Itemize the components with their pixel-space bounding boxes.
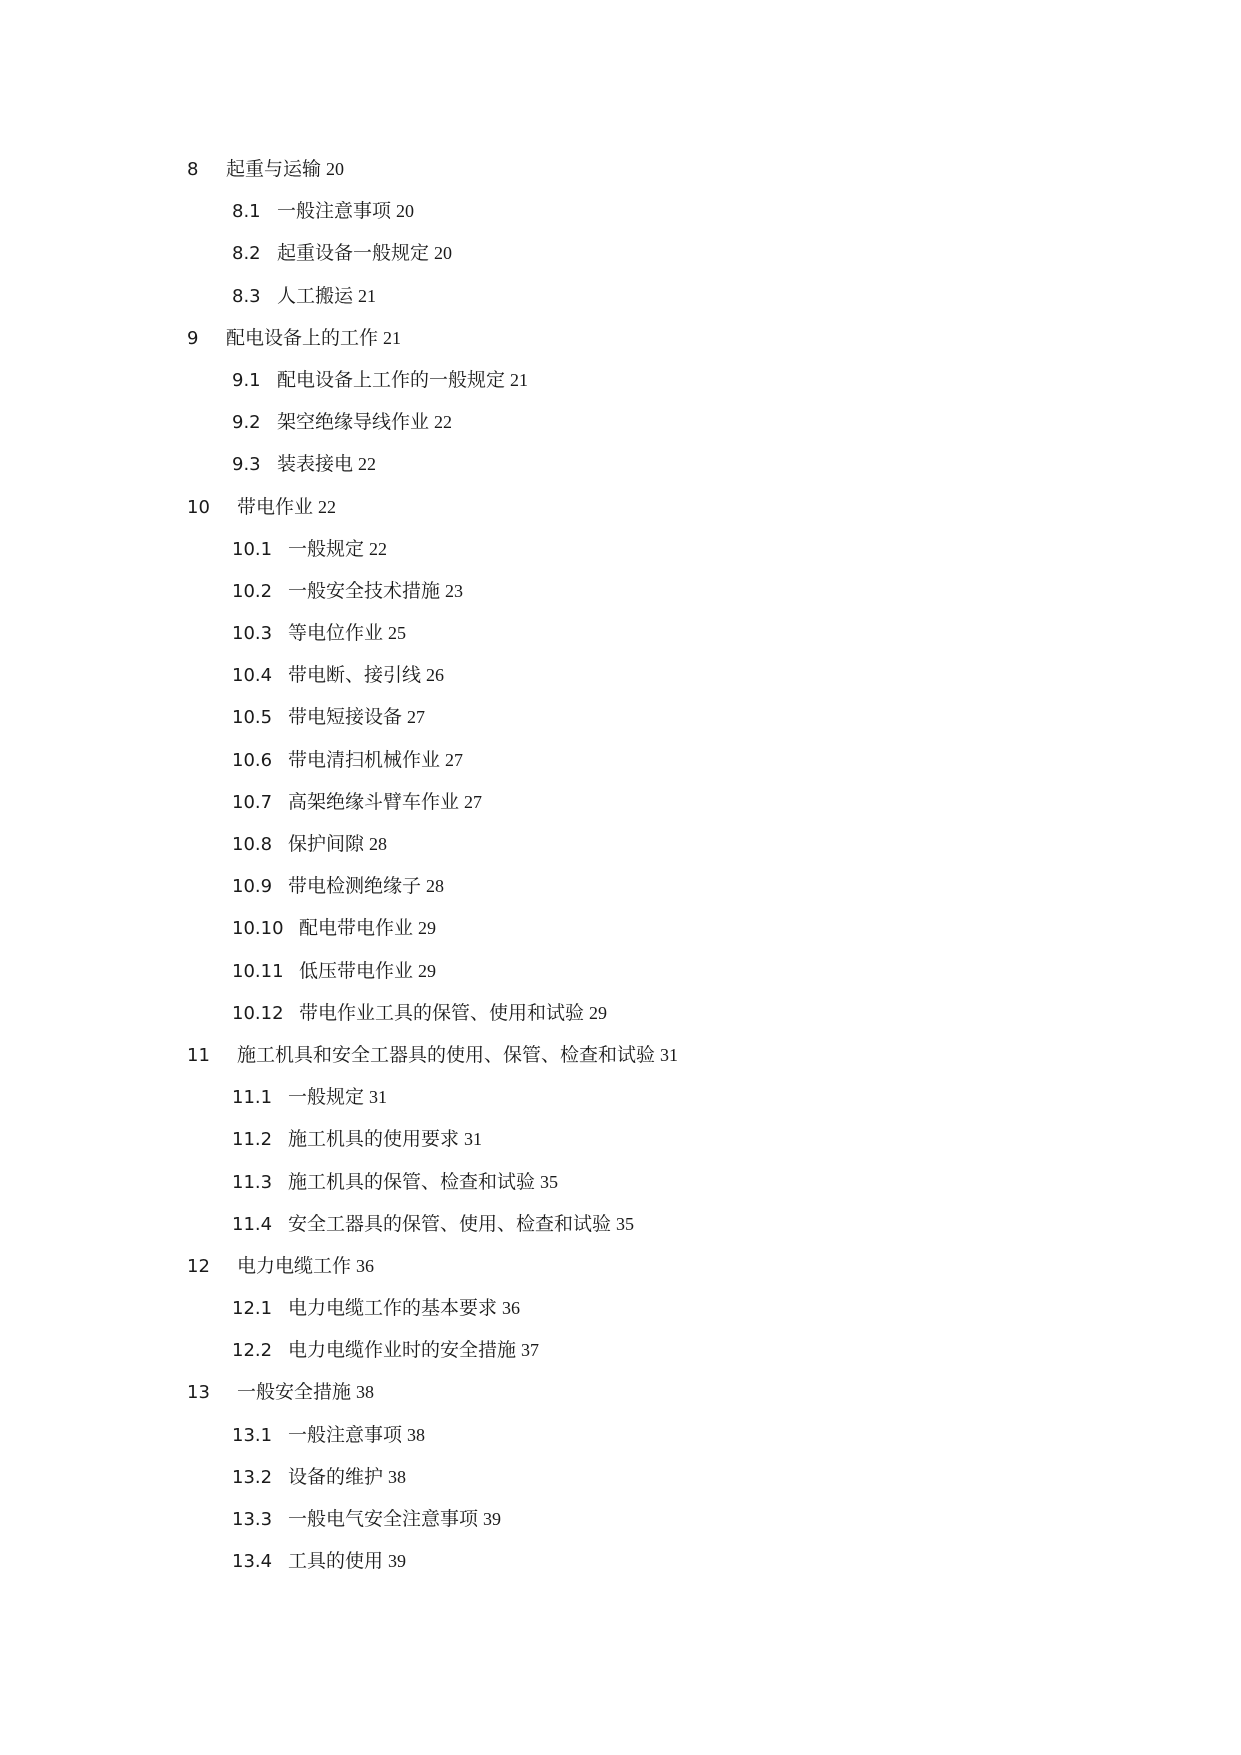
toc-number: 10.1 xyxy=(232,538,273,560)
toc-subentry[interactable] xyxy=(187,570,1087,612)
toc-title: 施工机具的使用要求 xyxy=(288,1128,460,1151)
toc-number: 13.1 xyxy=(232,1424,273,1446)
toc-title: 配电设备上工作的一般规定 xyxy=(277,368,506,391)
toc-page-number: 21 xyxy=(510,369,529,390)
toc-number: 10.9 xyxy=(232,876,273,898)
toc-subentry[interactable] xyxy=(187,401,1087,443)
toc-page-number: 38 xyxy=(356,1382,375,1403)
toc-number: 8.1 xyxy=(232,201,261,223)
toc-subentry[interactable] xyxy=(187,654,1087,696)
toc-page-number: 27 xyxy=(407,707,426,728)
toc-title: 一般注意事项 xyxy=(288,1423,403,1446)
toc-subentry[interactable] xyxy=(187,1203,1087,1245)
toc-page-number: 21 xyxy=(358,285,377,306)
toc-page-number: 27 xyxy=(445,749,464,770)
toc-entry[interactable] xyxy=(187,148,1087,190)
toc-subentry[interactable] xyxy=(187,992,1087,1034)
toc-page-number: 20 xyxy=(396,201,415,222)
toc-subentry[interactable] xyxy=(187,1456,1087,1498)
toc-title: 带电检测绝缘子 xyxy=(288,875,422,898)
toc-subentry[interactable] xyxy=(187,232,1087,274)
toc-title: 高架绝缘斗臂车作业 xyxy=(288,790,460,813)
toc-title: 一般安全技术措施 xyxy=(288,579,441,602)
toc-number: 11.2 xyxy=(232,1129,273,1151)
toc-number: 13.3 xyxy=(232,1509,273,1530)
toc-subentry[interactable] xyxy=(187,443,1087,485)
toc-title: 电力电缆作业时的安全措施 xyxy=(288,1339,517,1362)
toc-page-number: 35 xyxy=(616,1213,635,1234)
toc-subentry[interactable] xyxy=(187,781,1087,823)
toc-subentry[interactable] xyxy=(187,359,1087,401)
toc-title: 架空绝缘导线作业 xyxy=(277,411,430,434)
toc-number: 10.2 xyxy=(232,580,273,602)
toc-page-number: 20 xyxy=(434,243,453,264)
toc-subentry[interactable] xyxy=(187,528,1087,570)
toc-title: 带电作业工具的保管、使用和试验 xyxy=(299,1001,585,1024)
toc-subentry[interactable] xyxy=(187,275,1087,317)
toc-title: 工具的使用 xyxy=(288,1550,384,1573)
toc-title: 电力电缆工作 xyxy=(237,1254,352,1277)
toc-title: 带电断、接引线 xyxy=(288,664,422,687)
toc-title: 起重与运输 xyxy=(226,158,322,180)
toc-number: 12.2 xyxy=(232,1340,273,1362)
toc-number: 12 xyxy=(187,1255,210,1277)
toc-subentry[interactable] xyxy=(187,907,1087,949)
toc-title: 施工机具的保管、检查和试验 xyxy=(288,1170,536,1193)
toc-subentry[interactable] xyxy=(187,1414,1087,1456)
toc-number: 10.7 xyxy=(232,791,273,813)
toc-entry[interactable] xyxy=(187,1034,1087,1076)
toc-subentry[interactable] xyxy=(187,950,1087,992)
toc-title: 带电作业 xyxy=(237,495,314,518)
toc-number: 8.2 xyxy=(232,243,261,265)
toc-page-number: 20 xyxy=(326,159,345,179)
toc-number: 9.3 xyxy=(232,454,261,476)
toc-page-number: 29 xyxy=(418,960,437,981)
toc-title: 一般规定 xyxy=(288,537,365,560)
toc-title: 保护间隙 xyxy=(288,833,365,855)
toc-page-number: 23 xyxy=(445,580,464,601)
toc-number: 11.3 xyxy=(232,1171,273,1193)
toc-title: 带电短接设备 xyxy=(288,706,403,729)
toc-title: 装表接电 xyxy=(277,453,354,476)
toc-page-number: 29 xyxy=(589,1002,608,1023)
toc-subentry[interactable] xyxy=(187,1287,1087,1329)
toc-number: 10.10 xyxy=(232,918,284,940)
toc-subentry[interactable] xyxy=(187,1329,1087,1371)
toc-page-number: 38 xyxy=(388,1466,407,1487)
toc-number: 8.3 xyxy=(232,285,261,307)
toc-title: 一般注意事项 xyxy=(277,200,392,223)
toc-title: 起重设备一般规定 xyxy=(277,242,430,265)
toc-number: 13 xyxy=(187,1382,210,1404)
toc-page-number: 37 xyxy=(521,1340,540,1361)
toc-subentry[interactable] xyxy=(187,739,1087,781)
toc-number: 10.4 xyxy=(232,665,273,687)
toc-title: 等电位作业 xyxy=(288,622,384,645)
toc-subentry[interactable] xyxy=(187,1161,1087,1203)
toc-title: 安全工器具的保管、使用、检查和试验 xyxy=(288,1212,612,1235)
toc-title: 人工搬运 xyxy=(277,284,354,307)
toc-page-number: 27 xyxy=(464,791,483,812)
toc-number: 10.8 xyxy=(232,834,273,855)
toc-title: 低压带电作业 xyxy=(299,959,414,982)
toc-page-number: 21 xyxy=(383,327,402,348)
toc-title: 施工机具和安全工器具的使用、保管、检查和试验 xyxy=(237,1043,656,1066)
toc-page-number: 26 xyxy=(426,665,445,686)
toc-number: 13.4 xyxy=(232,1551,273,1573)
toc-page-number: 29 xyxy=(418,918,437,939)
toc-entry[interactable] xyxy=(187,486,1087,528)
toc-page-number: 36 xyxy=(502,1298,521,1319)
toc-number: 13.2 xyxy=(232,1466,273,1488)
toc-subentry[interactable] xyxy=(187,1498,1087,1540)
toc-subentry[interactable] xyxy=(187,865,1087,907)
toc-subentry[interactable] xyxy=(187,1076,1087,1118)
toc-page-number: 31 xyxy=(660,1044,679,1065)
toc-page-number: 28 xyxy=(369,834,388,854)
toc-page-number: 31 xyxy=(369,1087,388,1108)
toc-number: 11 xyxy=(187,1044,210,1066)
toc-page-number: 38 xyxy=(407,1424,426,1445)
toc-number: 9 xyxy=(187,327,199,349)
toc-page-number: 22 xyxy=(369,538,388,559)
toc-number: 12.1 xyxy=(232,1298,273,1320)
toc-subentry[interactable] xyxy=(187,612,1087,654)
toc-number: 10.11 xyxy=(232,960,284,982)
toc-entry[interactable] xyxy=(187,1371,1087,1413)
toc-number: 11.4 xyxy=(232,1213,273,1235)
toc-number: 10.3 xyxy=(232,623,273,645)
toc-page-number: 39 xyxy=(388,1551,407,1572)
toc-entry[interactable] xyxy=(187,1245,1087,1287)
toc-page-number: 22 xyxy=(434,412,453,433)
toc-page-number: 28 xyxy=(426,876,445,897)
toc-subentry[interactable] xyxy=(187,823,1087,865)
toc-title: 设备的维护 xyxy=(288,1465,384,1488)
toc-title: 带电清扫机械作业 xyxy=(288,748,441,771)
toc-page-number: 36 xyxy=(356,1255,375,1276)
toc-title: 一般规定 xyxy=(288,1086,365,1109)
toc-entry[interactable] xyxy=(187,317,1087,359)
toc-page-number: 22 xyxy=(358,454,377,475)
toc-number: 11.1 xyxy=(232,1087,273,1109)
toc-page-number: 35 xyxy=(540,1171,559,1192)
toc-title: 电力电缆工作的基本要求 xyxy=(288,1297,498,1320)
toc-subentry[interactable] xyxy=(187,1118,1087,1160)
toc-number: 9.1 xyxy=(232,369,261,391)
toc-number: 10.12 xyxy=(232,1002,284,1024)
toc-page-number: 22 xyxy=(318,496,337,517)
toc-number: 10.6 xyxy=(232,749,273,771)
toc-number: 8 xyxy=(187,159,199,180)
toc-title: 一般电气安全注意事项 xyxy=(288,1508,479,1530)
toc-page-number: 31 xyxy=(464,1129,483,1150)
table-of-contents xyxy=(187,148,1087,1582)
toc-page-number: 39 xyxy=(483,1509,502,1529)
toc-number: 10 xyxy=(187,496,210,518)
toc-subentry[interactable] xyxy=(187,696,1087,738)
toc-subentry[interactable] xyxy=(187,190,1087,232)
toc-title: 一般安全措施 xyxy=(237,1381,352,1404)
toc-number: 9.2 xyxy=(232,412,261,434)
toc-title: 配电带电作业 xyxy=(299,917,414,940)
toc-subentry[interactable] xyxy=(187,1540,1087,1582)
toc-title: 配电设备上的工作 xyxy=(226,326,379,349)
toc-page-number: 25 xyxy=(388,623,407,644)
toc-number: 10.5 xyxy=(232,707,273,729)
